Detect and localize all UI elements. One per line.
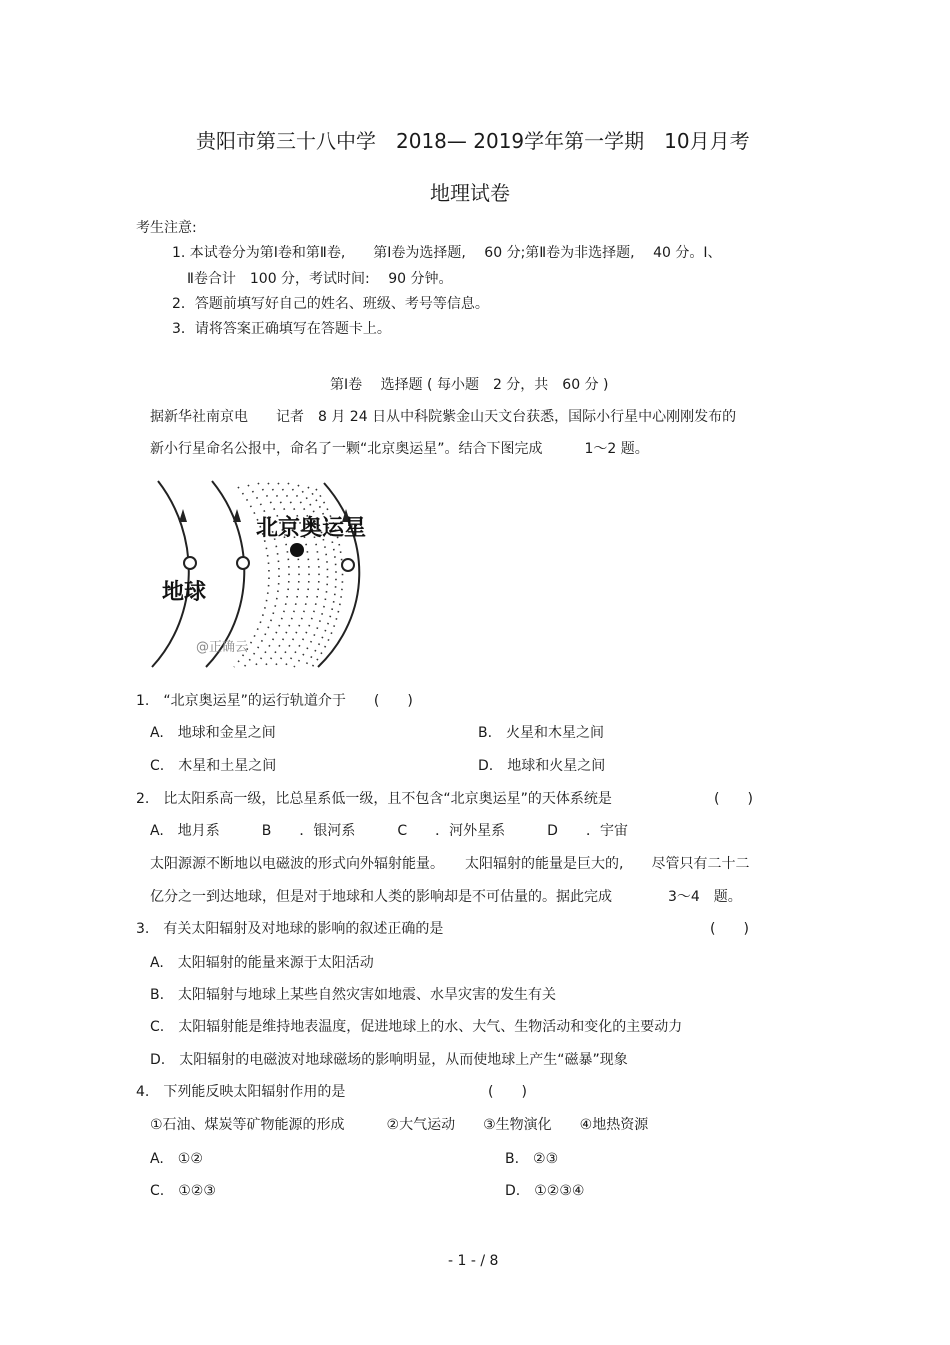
q4-answer-paren: ( ) [488,1084,527,1100]
q1-stem: 1. “北京奥运星”的运行轨道介于 ( ) [136,693,413,709]
q1-option-b: B. 火星和木星之间 [478,725,605,741]
q4-option-c: C. ①②③ [150,1183,216,1199]
q3-option-a: A. 太阳辐射的能量来源于太阳活动 [150,955,374,971]
planet-marker-earth [237,557,249,569]
q4-option-d: D. ①②③④ [505,1183,585,1199]
notice-item-1-line-1: 1. 本试卷分为第Ⅰ卷和第Ⅱ卷, 第Ⅰ卷为选择题, 60 分;第Ⅱ卷为非选择题, 40 分。Ⅰ、 [172,245,722,261]
exam-title: 贵阳市第三十八中学 2018— 2019学年第一学期 10月月考 [196,129,750,153]
q4-option-b: B. ②③ [505,1151,559,1167]
intro-1-line-1: 据新华社南京电 记者 8 月 24 日从中科院紫金山天文台获悉，国际小行星中心刚刚发布的 [150,409,737,425]
q2-options: A. 地月系 B ．银河系 C ．河外星系 D ．宇宙 [150,823,628,839]
q3-option-d: D. 太阳辐射的电磁波对地球磁场的影响明显，从而使地球上产生“磁暴”现象 [150,1052,628,1068]
asteroid-label: 北京奥运星 [256,516,367,541]
earth-label: 地球 [162,580,207,605]
orbit-diagram [140,475,390,670]
section-heading: 第Ⅰ卷 选择题 ( 每小题 2 分，共 60 分 ) [330,377,609,393]
q3-option-c: C. 太阳辐射能是维持地表温度，促进地球上的水、大气、生物活动和变化的主要动力 [150,1019,683,1035]
planet-marker-outer [342,559,354,571]
q1-option-a: A. 地球和金星之间 [150,725,276,741]
q1-option-d: D. 地球和火星之间 [478,758,606,774]
q2-stem: 2. 比太阳系高一级，比总星系低一级，且不包含“北京奥运星”的天体系统是 [136,791,612,807]
watermark: @正确云 [196,640,249,655]
notice-item-1-line-2: Ⅱ卷合计 100 分，考试时间: 90 分钟。 [187,271,453,287]
q2-answer-paren: ( ) [714,791,753,807]
q1-option-c: C. 木星和土星之间 [150,758,277,774]
q4-option-a: A. ①② [150,1151,203,1167]
orbit-inner [152,481,189,667]
q3-answer-paren: ( ) [710,921,749,937]
q4-items: ①石油、煤炭等矿物能源的形成 ②大气运动 ③生物演化 ④地热资源 [150,1117,649,1133]
q3-option-b: B. 太阳辐射与地球上某些自然灾害如地震、水旱灾害的发生有关 [150,987,557,1003]
asteroid-belt [234,483,343,667]
page-number: - 1 - / 8 [448,1253,499,1269]
intro-2-line-2: 亿分之一到达地球，但是对于地球和人类的影响却是不可估量的。据此完成 3～4 题。 [150,889,742,905]
orbit-outer [318,483,359,667]
q3-stem: 3. 有关太阳辐射及对地球的影响的叙述正确的是 [136,921,444,937]
arrow-icon [233,509,241,522]
notice-item-2: 2．答题前填写好自己的姓名、班级、考号等信息。 [172,296,489,312]
arrow-icon [179,509,187,522]
intro-2-line-1: 太阳源源不断地以电磁波的形式向外辐射能量。 太阳辐射的能量是巨大的, 尽管只有二十二 [150,856,750,872]
asteroid-dot [290,543,304,557]
q4-stem: 4. 下列能反映太阳辐射作用的是 [136,1084,346,1100]
planet-marker-inner [184,557,196,569]
notice-heading: 考生注意: [136,220,197,236]
intro-1-line-2: 新小行星命名公报中，命名了一颗“北京奥运星”。结合下图完成 1～2 题。 [150,441,649,457]
notice-item-3: 3．请将答案正确填写在答题卡上。 [172,321,391,337]
exam-subtitle: 地理试卷 [430,181,510,205]
